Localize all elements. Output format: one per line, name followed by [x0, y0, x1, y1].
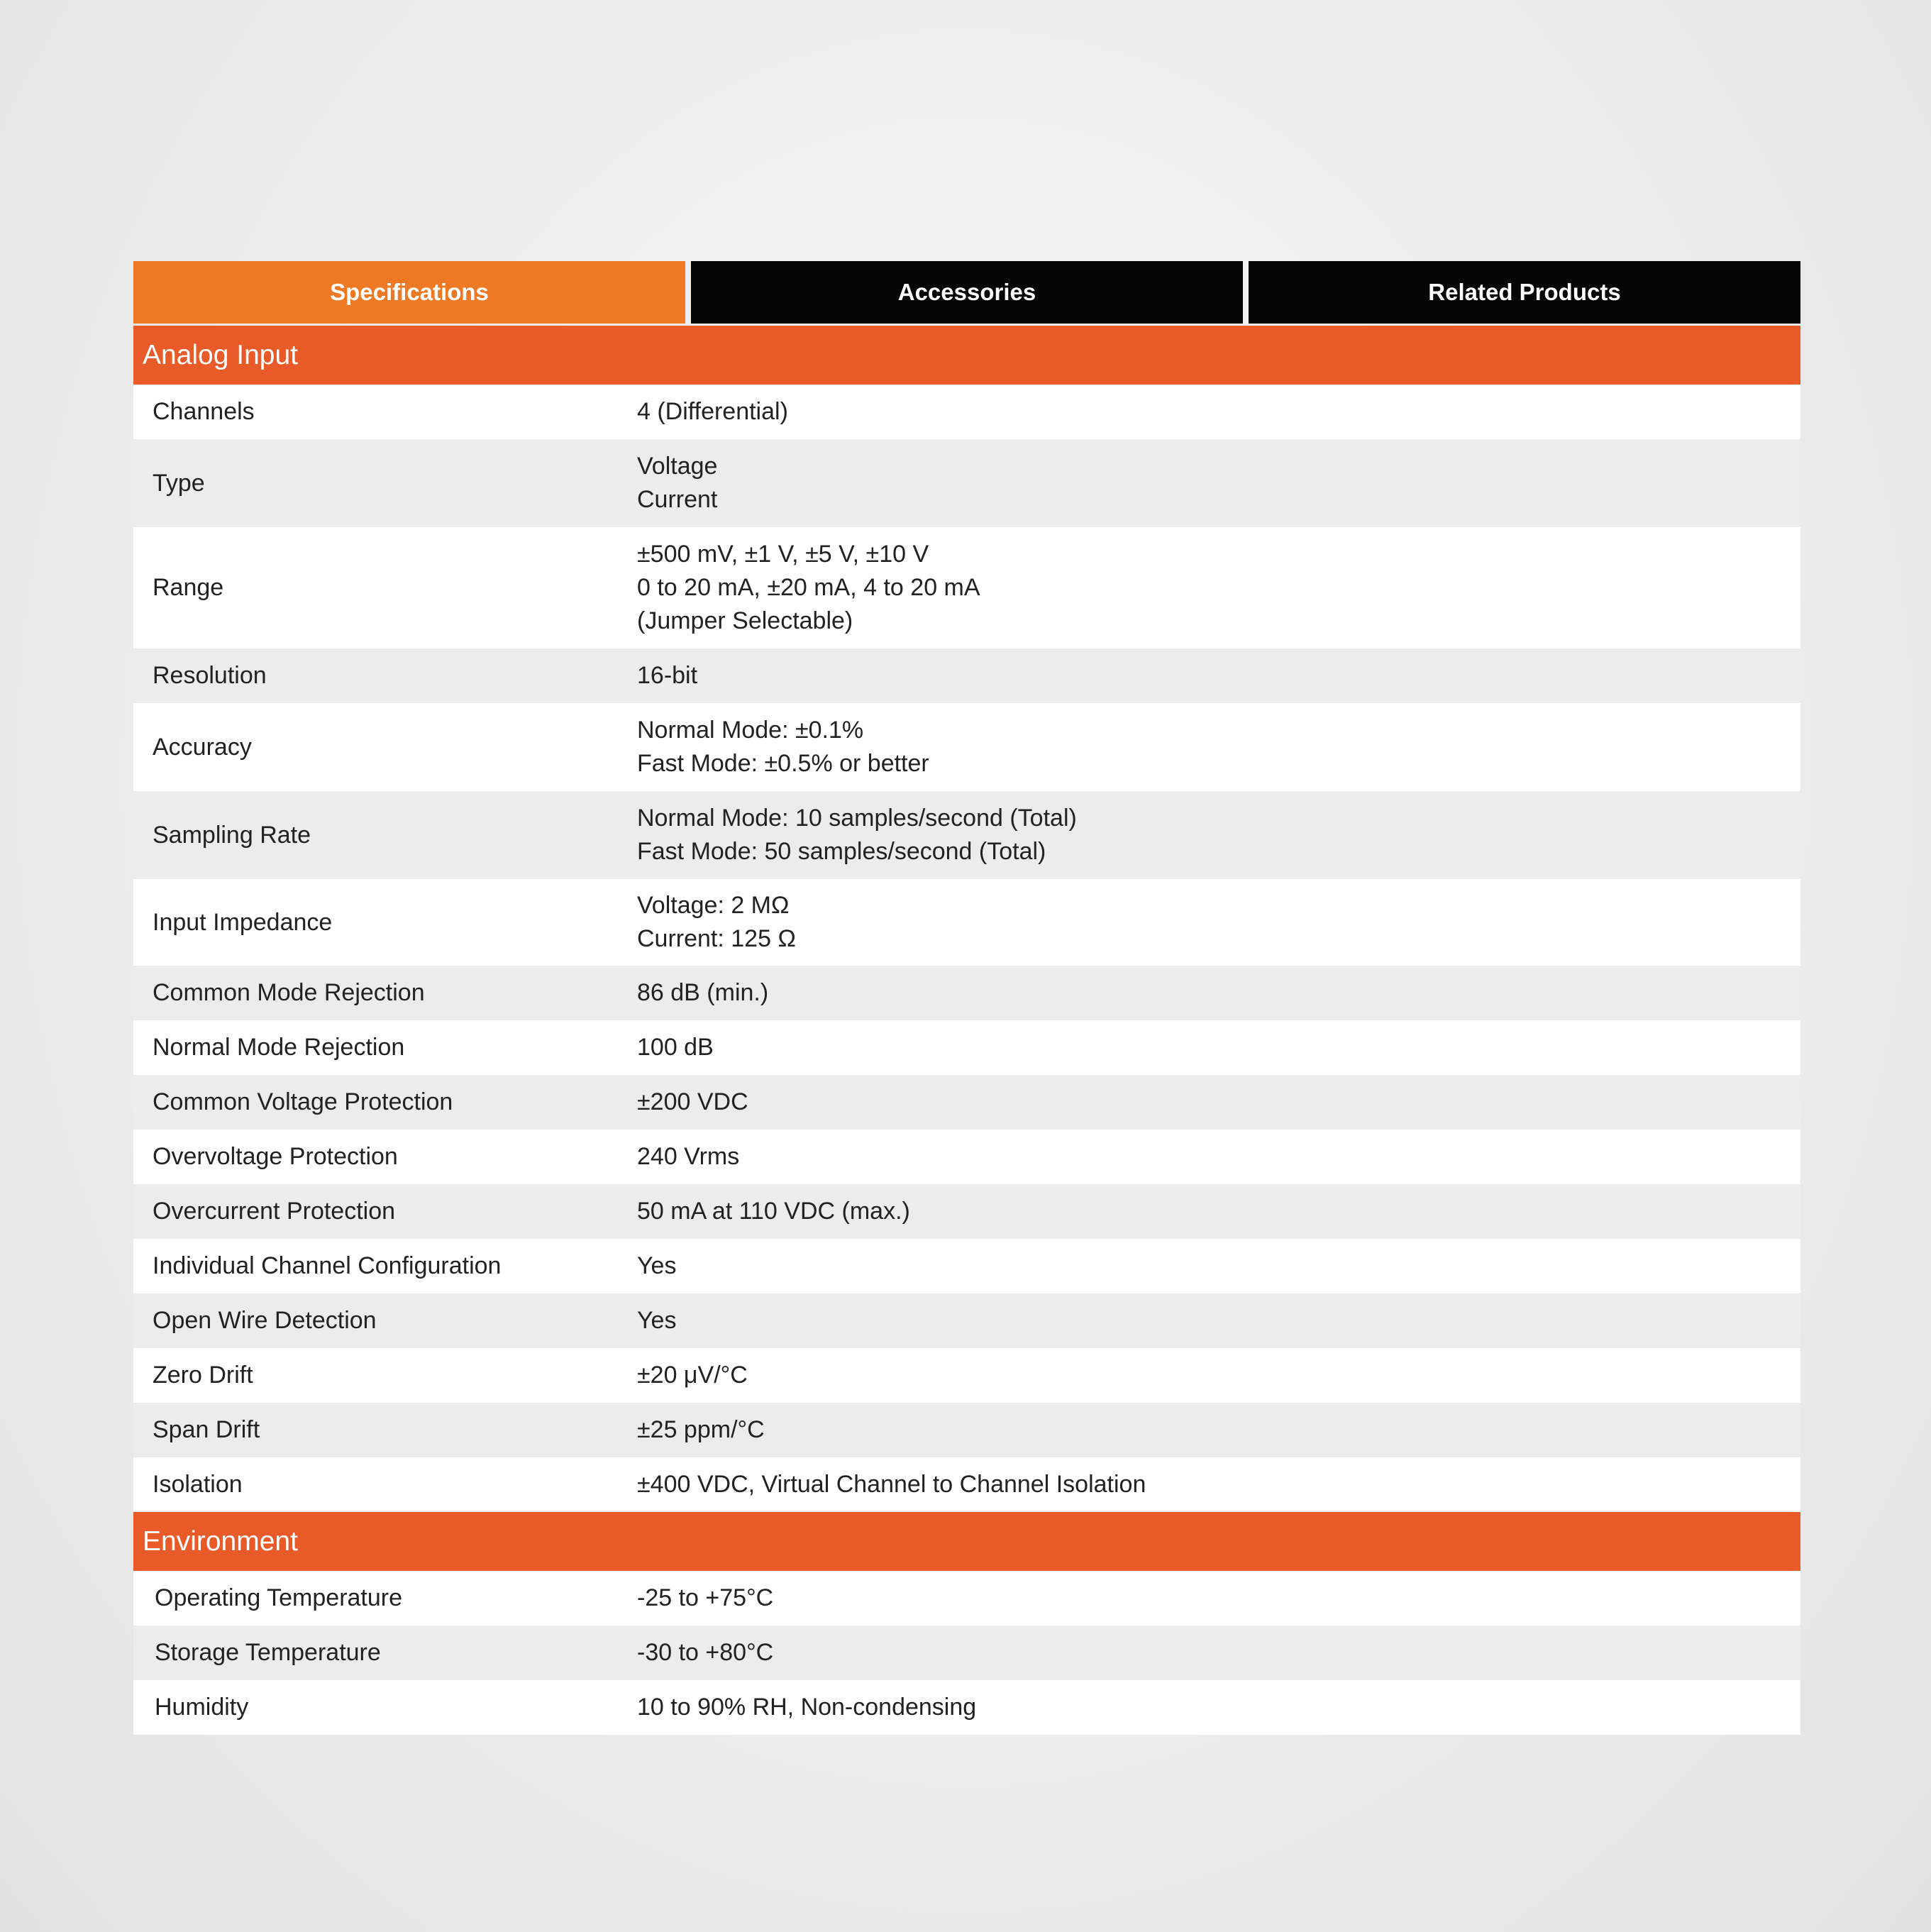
spec-value-line: -25 to +75°C [637, 1584, 774, 1611]
tab-related-products[interactable]: Related Products [1249, 261, 1800, 324]
spec-value [637, 1636, 1800, 1669]
spec-row-type [133, 439, 1800, 527]
spec-value-line: 100 dB [637, 1034, 714, 1061]
spec-value [637, 1086, 1800, 1119]
spec-label: Humidity [155, 1694, 249, 1721]
spec-value-line: Current: 125 Ω [637, 925, 796, 952]
spec-label: Normal Mode Rejection [153, 1034, 405, 1061]
spec-row-span-drift [133, 1403, 1800, 1457]
spec-label: Input Impedance [153, 908, 333, 936]
spec-value-line: ±400 VDC, Virtual Channel to Channel Isolation [637, 1471, 1146, 1498]
spec-label: Isolation [153, 1471, 243, 1498]
tab-accessories[interactable]: Accessories [691, 261, 1243, 324]
spec-label: Range [153, 574, 224, 601]
spec-row-common-mode-rejection [133, 966, 1800, 1020]
spec-value-line: ±500 mV, ±1 V, ±5 V, ±10 V [637, 541, 929, 568]
spec-value [637, 450, 1800, 517]
spec-value-line: Voltage: 2 MΩ [637, 892, 790, 919]
spec-value [637, 1691, 1800, 1724]
spec-value-line: 0 to 20 mA, ±20 mA, 4 to 20 mA [637, 574, 980, 601]
spec-value [637, 1304, 1800, 1337]
section-header-environment: Environment [133, 1512, 1800, 1571]
spec-value-line: Yes [637, 1252, 677, 1279]
spec-panel [133, 261, 1800, 1735]
spec-value [637, 1582, 1800, 1615]
spec-value [637, 538, 1800, 638]
spec-value [637, 1249, 1800, 1283]
analog-input-table [133, 385, 1800, 1512]
spec-row-isolation [133, 1457, 1800, 1512]
spec-value-line: 86 dB (min.) [637, 979, 769, 1006]
tab-specifications[interactable]: Specifications [133, 261, 685, 324]
spec-row-overvoltage-protection [133, 1130, 1800, 1184]
spec-label: Accuracy [153, 733, 252, 761]
spec-value-line: Normal Mode: 10 samples/second (Total) [637, 805, 1077, 832]
spec-label: Overcurrent Protection [153, 1198, 396, 1225]
spec-row-channels [133, 385, 1800, 439]
spec-value [637, 1468, 1800, 1501]
spec-value [637, 889, 1800, 956]
spec-value-line: 10 to 90% RH, Non-condensing [637, 1694, 977, 1721]
environment-table [133, 1571, 1800, 1735]
spec-value [637, 976, 1800, 1010]
spec-value-line: Voltage [637, 453, 718, 480]
spec-value-line: 4 (Differential) [637, 398, 788, 425]
spec-value-line: -30 to +80°C [637, 1639, 774, 1666]
spec-row-common-voltage-protection [133, 1075, 1800, 1130]
spec-label: Common Voltage Protection [153, 1088, 453, 1115]
spec-value-line: 50 mA at 110 VDC (max.) [637, 1198, 910, 1225]
spec-value-line: Fast Mode: ±0.5% or better [637, 750, 929, 777]
spec-label: Operating Temperature [155, 1584, 403, 1611]
spec-label: Individual Channel Configuration [153, 1252, 502, 1279]
spec-row-input-impedance [133, 879, 1800, 966]
spec-label: Sampling Rate [153, 821, 311, 849]
spec-value-line: Current [637, 486, 718, 513]
section-header-analog-input: Analog Input [133, 326, 1800, 385]
spec-value-line: 240 Vrms [637, 1143, 740, 1170]
spec-value-line: Fast Mode: 50 samples/second (Total) [637, 838, 1046, 865]
tab-bar [133, 261, 1800, 324]
spec-value-line: Normal Mode: ±0.1% [637, 717, 864, 744]
spec-value [637, 1140, 1800, 1174]
spec-row-range [133, 527, 1800, 648]
spec-value [637, 802, 1800, 868]
spec-value-line: ±200 VDC [637, 1088, 748, 1115]
spec-row-resolution [133, 648, 1800, 703]
spec-row-open-wire-detection [133, 1293, 1800, 1348]
spec-value [637, 395, 1800, 429]
spec-value [637, 1413, 1800, 1447]
spec-label: Type [153, 469, 205, 497]
spec-label: Storage Temperature [155, 1639, 381, 1666]
spec-row-accuracy [133, 703, 1800, 791]
spec-value-line: 16-bit [637, 662, 698, 689]
spec-row-normal-mode-rejection [133, 1020, 1800, 1075]
spec-row-sampling-rate [133, 791, 1800, 879]
spec-label: Span Drift [153, 1416, 260, 1443]
spec-value-line: (Jumper Selectable) [637, 607, 853, 634]
spec-value [637, 714, 1800, 780]
spec-label: Common Mode Rejection [153, 979, 425, 1006]
spec-label: Overvoltage Protection [153, 1143, 398, 1170]
spec-row-humidity [133, 1680, 1800, 1735]
spec-row-zero-drift [133, 1348, 1800, 1403]
spec-row-operating-temperature [133, 1571, 1800, 1625]
spec-row-individual-channel-configuration [133, 1239, 1800, 1293]
spec-label: Open Wire Detection [153, 1307, 377, 1334]
spec-value [637, 1195, 1800, 1228]
spec-row-storage-temperature [133, 1625, 1800, 1680]
spec-value-line: ±25 ppm/°C [637, 1416, 765, 1443]
spec-label: Resolution [153, 662, 267, 689]
spec-label: Channels [153, 398, 255, 425]
spec-value [637, 1031, 1800, 1064]
spec-value [637, 659, 1800, 692]
spec-label: Zero Drift [153, 1362, 253, 1389]
spec-value-line: Yes [637, 1307, 677, 1334]
spec-row-overcurrent-protection [133, 1184, 1800, 1239]
spec-value-line: ±20 μV/°C [637, 1362, 748, 1389]
spec-value [637, 1359, 1800, 1392]
